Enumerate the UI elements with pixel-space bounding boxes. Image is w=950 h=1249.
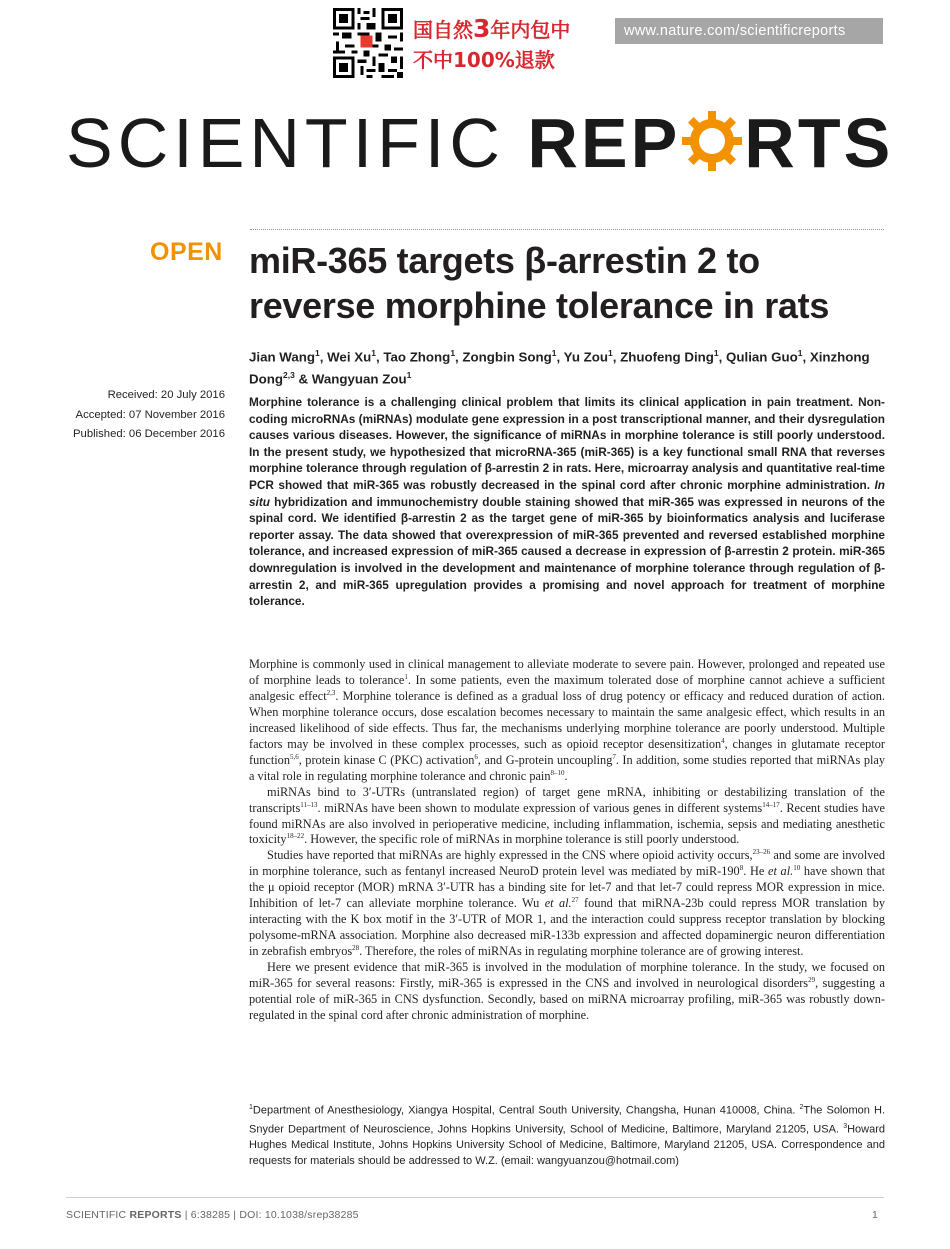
qr-code-image — [330, 5, 406, 81]
promo-stamp-text: 国自然3年内包中 不中100%退款 — [413, 14, 571, 72]
affiliations: $^1$Department of Anesthesiology, Xiangya Hospital, Central South University, Changsha, Hunan 410008, China. $^2$The Solomon H. Snyder Department of Neuroscience, Johns Hopkins University, School of Medicine, Baltimore, Maryland 21205, USA. $^3$Howard Hughes Medical Institute, Johns Hopkins University School of Medicine, Baltimore, Maryland 21205, USA. Correspondence and requests for materials should be addressed to W.Z. (email: wangyuanzou@hotmail.com) — [249, 1104, 886, 1167]
author-list: Jian Wang$^1$, Wei Xu$^1$, Tao Zhong$^1$, Zongbin Song$^1$, Yu Zou$^1$, Zhuofeng Ding$^1$, Qulian Guo$^1$, Xinzhong Dong$^{2,3}$ & Wangyuan Zou$^1$ — [249, 348, 870, 387]
abstract: Morphine tolerance is a challenging clinical problem that limits its clinical application in pain treatment. Non-coding microRNAs (miRNAs) modulate gene expression in a post transcriptional manner, and their dysregulation causes various diseases. However, the significance of miRNAs in morphine tolerance is still poorly understood. In the present study, we hypothesized that microRNA-365 (miR-365) is a key functional small RNA that reverses morphine tolerance through regulation of β-arrestin 2 in rats. Here, microarray analysis and quantitative real-time PCR showed that miR-365 was robustly decreased in the spinal cord after chronic morphine administration. In situ hybridization and immunochemistry double staining showed that miR-365 was expressed in neurons of the spinal cord. We identified β-arrestin 2 as the target gene of miR-365 by bioinformatics analysis and luciferase reporter assay. The data showed that overexpression of miR-365 prevented and reversed established morphine tolerance, and increased expression of miR-365 caused a decrease in expression of β-arrestin 2 protein. miR-365 downregulation is involved in the development and maintenance of morphine tolerance through regulation of β-arrestin 2, and miR-365 upregulation provides a promising and novel approach for treatment of morphine tolerance. — [249, 395, 885, 609]
journal-masthead: SCIENTIFIC REP RTS — [66, 104, 894, 182]
footer-divider — [66, 1197, 884, 1198]
body-paragraph: miRNAs bind to 3′-UTRs (untranslated region) of target gene mRNA, inhibiting or destabilizing translation of the transcripts$^{11-13}$. miRNAs have been shown to modulate expression of various genes in different systems$^{14-17}$. Recent studies have found miRNAs are also involved in perioperative medicine, including inflammation, ischemia, sepsis and mediating anesthetic toxicity$^{18-22}$. However, the specific role of miRNAs in morphine tolerance is still poorly understood. — [249, 784, 885, 847]
body-paragraph: Morphine is commonly used in clinical management to alleviate moderate to severe pain. However, prolonged and repeated use of morphine leads to tolerance$^1$. In some patients, even the maximum tolerated dose of morphine cannot achieve a sufficient analgesic effect$^{2,3}$. Morphine tolerance is defined as a gradual loss of drug potency or efficacy and reduced duration of action. When morphine tolerance occurs, dose escalation becomes necessary to maintain the same analgesic effect, which results in an increased likelihood of side effects. Thus far, the mechanisms underlying morphine tolerance are poorly understood. Multiple factors may be involved in these complex processes, such as opioid receptor desensitization$^4$, changes in glutamate receptor function$^{5,6}$, protein kinase C (PKC) activation$^6$, and G-protein uncoupling$^7$. In addition, some studies reported that miRNAs play a vital role in regulating morphine tolerance and chronic pain$^{8-10}$. — [249, 657, 886, 783]
journal-url[interactable]: www.nature.com/scientificreports — [624, 23, 846, 39]
footer-citation: SCIENTIFIC REPORTS | 6:38285 | DOI: 10.1038/srep38285 — [66, 1209, 359, 1221]
body-paragraph: Here we present evidence that miR-365 is involved in the modulation of morphine tolerance. In the study, we focused on miR-365 for several reasons: Firstly, miR-365 is expressed in the CNS and involved in neurological disorders$^{29}$, suggesting a potential role of miR-365 in CNS dysfunction. Secondly, based on miRNA microarray profiling, miR-365 was robustly down-regulated in the spinal cord after chronic administration of morphine. — [249, 960, 885, 1022]
journal-url-bar[interactable] — [615, 18, 883, 44]
received-date: Received: 20 July 2016 — [107, 389, 225, 401]
article-body — [249, 657, 885, 1024]
article-title: miR-365 targets β-arrestin 2 to reverse morphine tolerance in rats — [249, 240, 830, 326]
accepted-date: Accepted: 07 November 2016 — [75, 408, 225, 421]
gear-o-logo-icon — [681, 105, 743, 175]
dotted-divider — [250, 229, 884, 230]
open-access-label: OPEN — [150, 238, 223, 266]
article-dates — [73, 386, 225, 445]
body-paragraph: Studies have reported that miRNAs are highly expressed in the CNS where opioid activity occurs,$^{23-26}$ and some are involved in morphine tolerance, such as fentanyl increased NeuroD protein level was mediated by miR-$190^8$. He et al.$^{10}$ have shown that the μ opioid receptor (MOR) mRNA 3′-UTR has a binding site for let-7 and that let-7 could repress MOR expression in mice. Inhibition of let-7 can alleviate morphine tolerance. Wu et al.$^{27}$ found that miRNA-23b could repress MOR translation by interacting with the K box motif in the 3′-UTR of MOR 1, and the interaction could suppress receptor translation by blocking polysome-mRNA association. Morphine also decreased miR-133b expression and affected dopaminergic neuron differentiation in zebrafish embryos$^{28}$. Therefore, the roles of miRNAs in regulating morphine tolerance are of growing interest. — [249, 848, 886, 959]
page-number: 1 — [872, 1209, 878, 1221]
published-date: Published: 06 December 2016 — [73, 428, 225, 440]
